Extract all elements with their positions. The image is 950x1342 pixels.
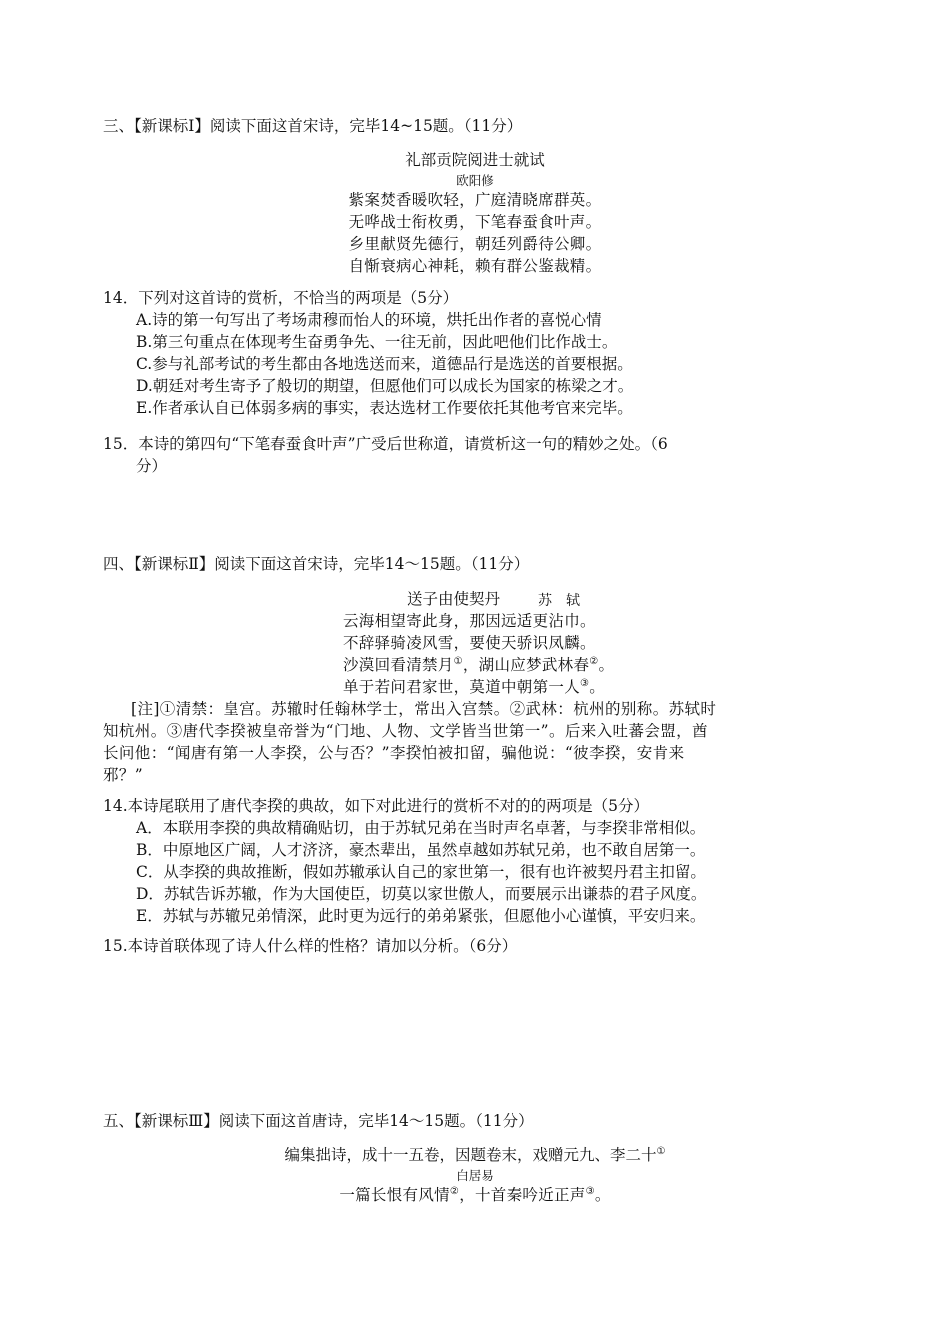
section4-q14-option-e: E．苏轼与苏辙兄弟情深，此时更为远行的弟弟紧张，但愿他小心谨慎，平安归来。 [136,907,706,925]
poem3-note-marker-3: ③ [585,1185,595,1197]
section3-q14-option-d: D.朝廷对考生寄予了般切的期望，但愿他们可以成长为国家的栋梁之才。 [136,377,634,395]
poem2-verse-3-tail: 。 [598,656,615,674]
poem3-verse-1-part2: ，十首秦吟近正声 [459,1186,586,1204]
section3-q14-option-c: C.参与礼部考试的考生都由各地选送而来，道德品行是选送的首要根据。 [136,355,633,373]
poem3-author: 白居易 [456,1168,494,1183]
poem2-verse-4-text: 单于若问君家世，莫道中朝第一人 [343,678,581,696]
poem3-verse-1-part1: 一篇长恨有风情 [339,1186,450,1204]
poem1-author: 欧阳修 [456,173,494,188]
section3-q14-option-e: E.作者承认自已体弱多病的事实，表达选材工作要依托其他考官来完毕。 [136,399,633,417]
section3-q15-line1: 15．本诗的第四句“下笔春蚕食叶声”广受后世称道，请赏析这一句的精妙之处。（6 [103,435,668,453]
section3-q15-line2: 分） [136,457,168,475]
poem3-title [0,1145,950,1164]
section3-q14-option-b: B.第三句重点在体现考生奋勇争先、一往无前，因此吧他们比作战士。 [136,333,618,351]
section4-q14-option-c: C．从李揆的典故推断，假如苏辙承认自己的家世第一，很有也许被契丹君主扣留。 [136,863,706,881]
poem1-verse-1: 紫案焚香暖吹轻，广庭清晓席群英。 [348,191,602,209]
poem2-verse-3-part1: 沙漠回看清禁月 [343,656,454,674]
poem1-title: 礼部贡院阅进士就试 [405,151,545,169]
section4-q15: 15.本诗首联体现了诗人什么样的性格？请加以分析。（6分） [103,937,518,955]
poem2-verse-4-tail: 。 [589,678,606,696]
poem3-title-marker: ① [656,1145,666,1157]
section4-heading: 四、【新课标Ⅱ】阅读下面这首宋诗，完毕14～15题。（11分） [103,555,530,573]
poem2-verse-4 [343,677,606,696]
note-line-2: 知杭州。③唐代李揆被皇帝誉为“门地、人物、文学皆当世第一”。后来入吐蕃会盟，酋 [103,722,708,740]
section3-heading: 三、【新课标Ⅰ】阅读下面这首宋诗，完毕14~15题。（11分） [103,117,523,135]
section5-heading: 五、【新课标Ⅲ】阅读下面这首唐诗，完毕14～15题。（11分） [103,1112,534,1130]
poem2-verse-2: 不辞驿骑凌风雪，要使天骄识凤麟。 [343,634,596,652]
poem2-title: 送子由使契丹 [407,590,501,608]
note-marker-3: ③ [580,677,590,689]
poem1-verse-4: 自惭衰病心神耗，赖有群公鉴裁精。 [348,257,602,275]
note-line-3: 长问他：“闻唐有第一人李揆，公与否？”李揆怕被扣留，骗他说：“彼李揆，安肯来 [103,744,685,762]
note-marker-1: ① [453,655,463,667]
section4-q14-option-b: B．中原地区广阔，人才济济，豪杰辈出，虽然卓越如苏轼兄弟，也不敢自居第一。 [136,841,706,859]
section4-q14-option-a: A．本联用李揆的典故精确贴切，由于苏轼兄弟在当时声名卓著，与李揆非常相似。 [136,819,706,837]
note-marker-2: ② [589,655,599,667]
poem1-verse-3: 乡里献贤先德行，朝廷列爵待公卿。 [348,235,602,253]
poem2-verse-3 [343,655,615,674]
poem3-verse-1-tail: 。 [594,1186,611,1204]
poem2-verse-1: 云海相望寄此身，那因远适更沾巾。 [343,612,596,630]
poem3-title-text: 编集拙诗，成十一五卷，因题卷末，戏赠元九、李二十 [284,1146,657,1164]
section4-q14-option-d: D．苏轼告诉苏辙，作为大国使臣，切莫以家世傲人，而要展示出谦恭的君子风度。 [136,885,707,903]
poem2-author: 苏 轼 [538,593,580,609]
section3-q14-option-a: A.诗的第一句写出了考场肃穆而怡人的环境，烘托出作者的喜悦心情 [136,311,602,329]
poem3-note-marker-2: ② [449,1185,460,1197]
section3-q14: 14．下列对这首诗的赏析，不恰当的两项是（5分） [103,289,459,307]
poem3-verse-1 [0,1185,950,1204]
poem1-verse-2: 无哗战士衔枚勇，下笔春蚕食叶声。 [348,213,602,231]
section4-q14: 14.本诗尾联用了唐代李揆的典故，如下对此进行的赏析不对的的两项是（5分） [103,797,650,815]
note-line-4: 邪？” [103,766,144,784]
poem2-verse-3-part2: ，湖山应梦武林春 [462,656,590,674]
note-line-1: [注]①清禁：皇宫。苏辙时任翰林学士，常出入宫禁。②武林：杭州的别称。苏轼时 [131,700,717,718]
